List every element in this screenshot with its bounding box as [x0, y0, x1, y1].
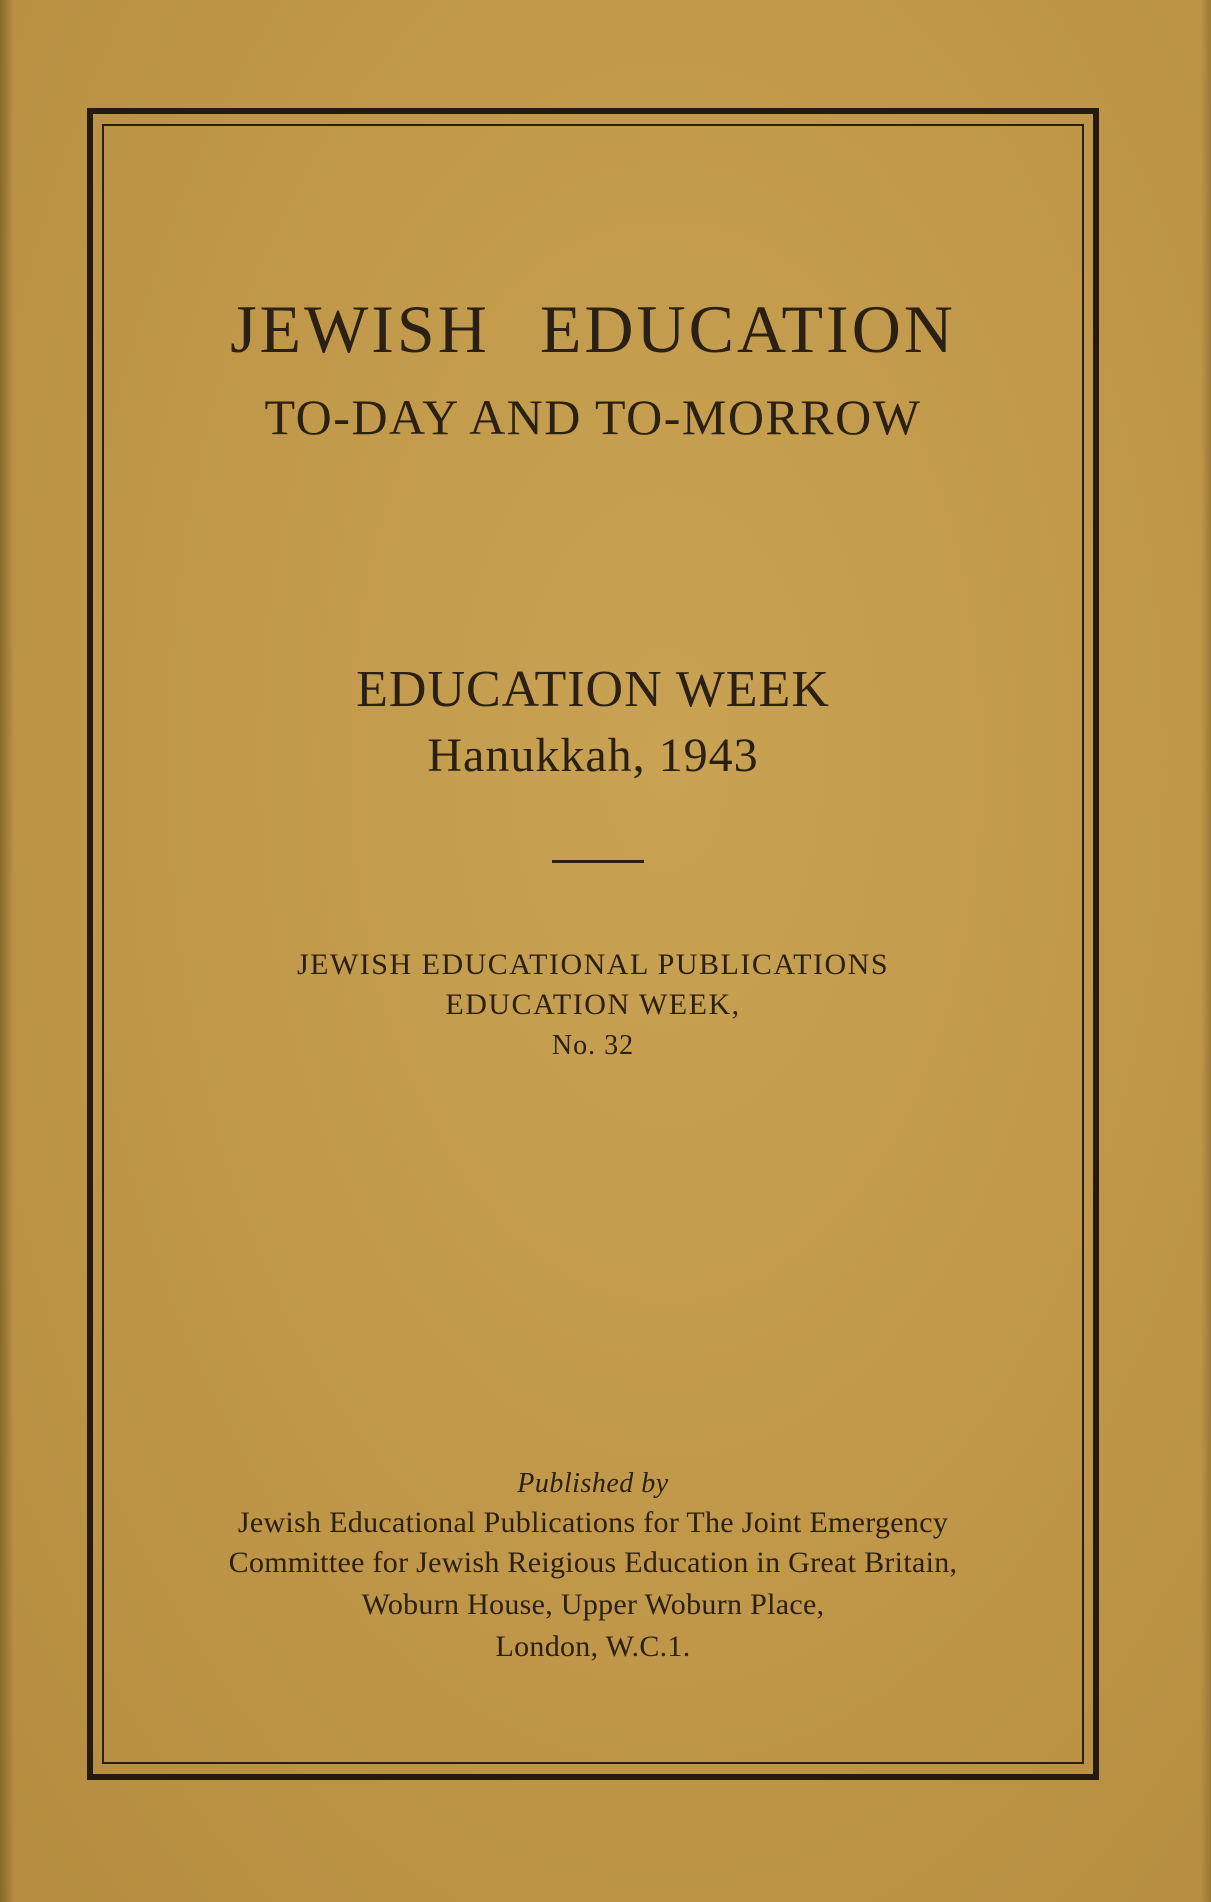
- event-date: Hanukkah, 1943: [427, 729, 759, 782]
- publisher-line-1: Jewish Educational Publications for The Joint Emergency: [237, 1506, 949, 1539]
- page-edge: [1201, 0, 1211, 1902]
- divider-rule: [552, 860, 644, 863]
- series-line-1: JEWISH EDUCATIONAL PUBLICATIONS: [296, 948, 890, 981]
- series-line-2: EDUCATION WEEK,: [445, 988, 741, 1021]
- cover-subtitle: TO-DAY AND TO-MORROW: [264, 389, 922, 445]
- series-number: No. 32: [551, 1030, 635, 1061]
- cover-title: JEWISH EDUCATION: [230, 291, 956, 367]
- event-name: EDUCATION WEEK: [356, 661, 830, 718]
- publisher-line-2: Committee for Jewish Reigious Education in Great Britain,: [228, 1546, 958, 1579]
- publisher-line-3: Woburn House, Upper Woburn Place,: [361, 1588, 825, 1621]
- published-by-label: Published by: [517, 1468, 669, 1499]
- publisher-line-4: London, W.C.1.: [495, 1630, 691, 1663]
- spine-shadow: [0, 0, 14, 1902]
